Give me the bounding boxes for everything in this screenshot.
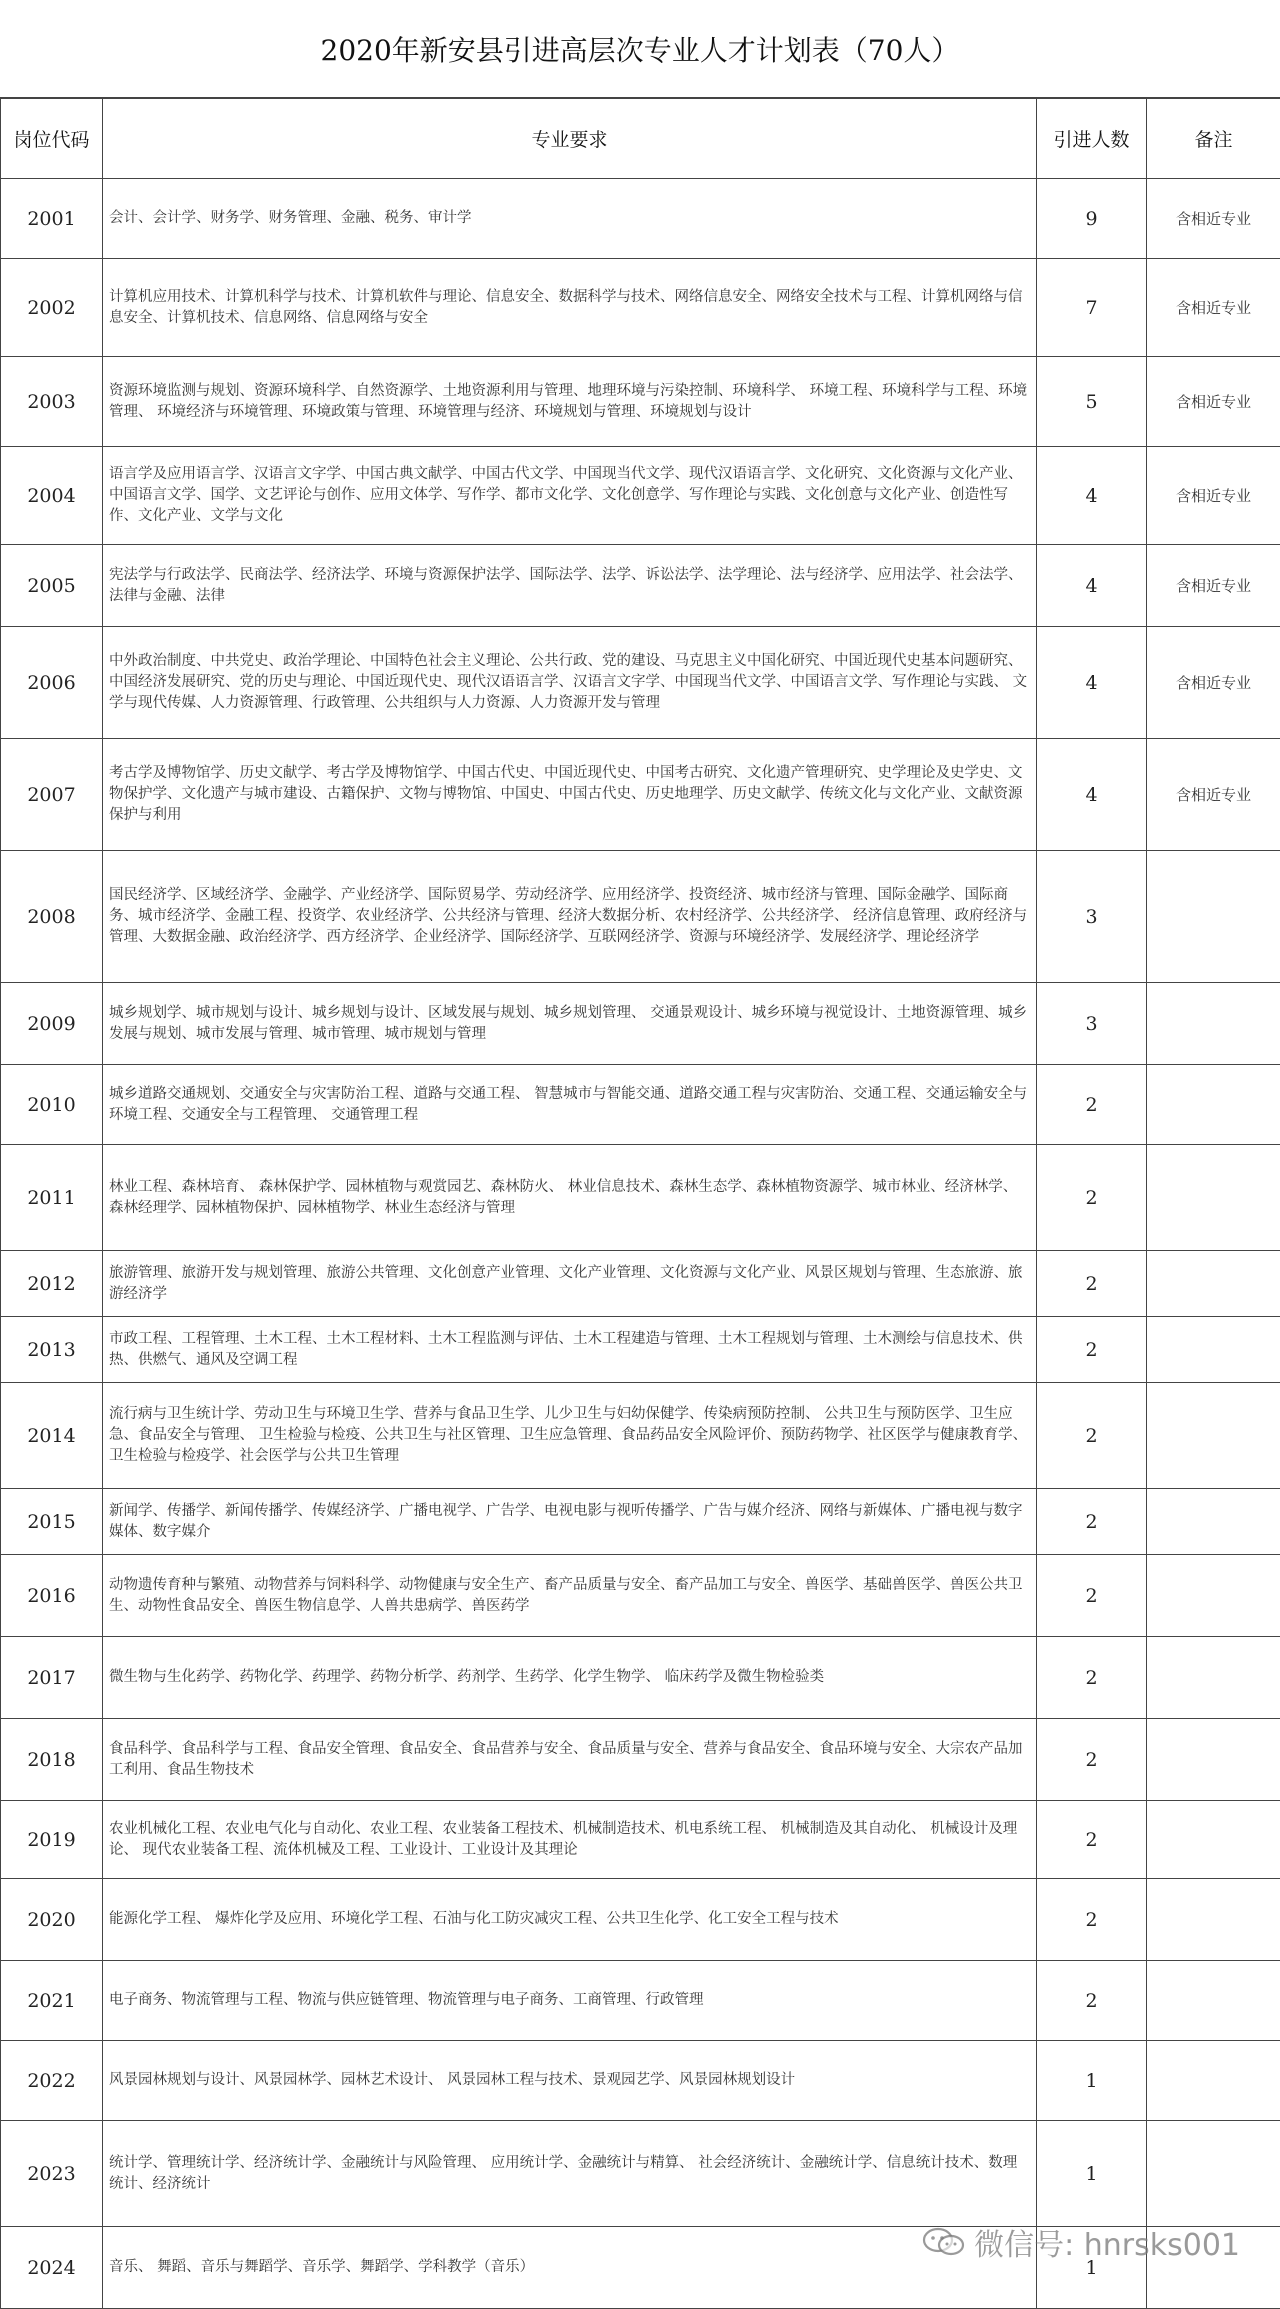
cell-note [1147,1961,1280,2041]
table-row [1,983,1280,1065]
cell-requirement: 中外政治制度、中共党史、政治学理论、中国特色社会主义理论、公共行政、党的建设、马克思主义中国化研究、中国近现代史基本问题研究、中国经济发展研究、党的历史与理论、中国近现代史、现代汉语语言学、汉语言文字学、中国现当代文学、中国语言文学、写作理论与实践、 文学与现代传媒、人力资源管理、行政管理、公共组织与人力资源、人力资源开发与管理 [103,627,1037,739]
cell-count: 2 [1037,1555,1147,1637]
table-row [1,1383,1280,1489]
cell-count: 1 [1037,2227,1147,2309]
cell-note [1147,2041,1280,2121]
cell-code: 2015 [1,1489,103,1555]
cell-count: 2 [1037,1719,1147,1801]
cell-count: 5 [1037,357,1147,447]
cell-requirement: 统计学、管理统计学、经济统计学、金融统计与风险管理、 应用统计学、金融统计与精算、 社会经济统计、金融统计学、信息统计技术、数理统计、经济统计 [103,2121,1037,2227]
cell-code: 2018 [1,1719,103,1801]
cell-requirement: 语言学及应用语言学、汉语言文字学、中国古典文献学、中国古代文学、中国现当代文学、现代汉语语言学、文化研究、文化资源与文化产业、中国语言文学、国学、文艺评论与创作、应用文体学、写作学、都市文化学、文化创意学、写作理论与实践、文化创意与文化产业、创造性写作、文化产业、文学与文化 [103,447,1037,545]
cell-requirement: 动物遗传育种与繁殖、动物营养与饲料科学、动物健康与安全生产、畜产品质量与安全、畜产品加工与安全、兽医学、基础兽医学、兽医公共卫生、动物性食品安全、兽医生物信息学、人兽共患病学、兽医药学 [103,1555,1037,1637]
table-row [1,1317,1280,1383]
cell-note [1147,1801,1280,1879]
cell-code: 2001 [1,179,103,259]
cell-requirement: 考古学及博物馆学、历史文献学、考古学及博物馆学、中国古代史、中国近现代史、中国考古研究、文化遗产管理研究、史学理论及史学史、文物保护学、文化遗产与城市建设、古籍保护、文物与博物馆、中国史、中国古代史、历史地理学、历史文献学、传统文化与文化产业、文献资源保护与利用 [103,739,1037,851]
table-row [1,1719,1280,1801]
cell-code: 2002 [1,259,103,357]
cell-note: 含相近专业 [1147,179,1280,259]
cell-count: 2 [1037,1489,1147,1555]
table-row [1,447,1280,545]
cell-requirement: 微生物与生化药学、药物化学、药理学、药物分析学、药剂学、生药学、化学生物学、 临床药学及微生物检验类 [103,1637,1037,1719]
cell-requirement: 会计、会计学、财务学、财务管理、金融、税务、审计学 [103,179,1037,259]
cell-note [1147,1637,1280,1719]
cell-requirement: 新闻学、传播学、新闻传播学、传媒经济学、广播电视学、广告学、电视电影与视听传播学、广告与媒介经济、网络与新媒体、广播电视与数字媒体、数字媒介 [103,1489,1037,1555]
cell-requirement: 城乡道路交通规划、交通安全与灾害防治工程、道路与交通工程、 智慧城市与智能交通、道路交通工程与灾害防治、交通工程、交通运输安全与环境工程、交通安全与工程管理、 交通管理工程 [103,1065,1037,1145]
cell-requirement: 农业机械化工程、农业电气化与自动化、农业工程、农业装备工程技术、机械制造技术、机电系统工程、 机械制造及其自动化、 机械设计及理论、 现代农业装备工程、流体机械及工程、工业设计、工业设计及其理论 [103,1801,1037,1879]
cell-requirement: 计算机应用技术、计算机科学与技术、计算机软件与理论、信息安全、数据科学与技术、网络信息安全、网络安全技术与工程、计算机网络与信息安全、计算机技术、信息网络、信息网络与安全 [103,259,1037,357]
cell-count: 4 [1037,739,1147,851]
cell-note [1147,1383,1280,1489]
cell-code: 2005 [1,545,103,627]
cell-count: 2 [1037,1065,1147,1145]
table-row [1,1489,1280,1555]
cell-code: 2014 [1,1383,103,1489]
cell-note [1147,983,1280,1065]
plan-table [0,98,1280,2309]
cell-note [1147,1065,1280,1145]
cell-count: 7 [1037,259,1147,357]
cell-count: 1 [1037,2121,1147,2227]
header-code: 岗位代码 [1,99,103,179]
table-header-row [1,99,1280,179]
table-row [1,1555,1280,1637]
cell-count: 4 [1037,447,1147,545]
table-row [1,1251,1280,1317]
cell-requirement: 林业工程、森林培育、 森林保护学、园林植物与观赏园艺、森林防火、 林业信息技术、森林生态学、森林植物资源学、城市林业、经济林学、 森林经理学、园林植物保护、园林植物学、林业生态经济与管理 [103,1145,1037,1251]
header-note: 备注 [1147,99,1280,179]
table-body [1,179,1280,2309]
cell-count: 2 [1037,1961,1147,2041]
cell-code: 2012 [1,1251,103,1317]
cell-count: 2 [1037,1145,1147,1251]
cell-count: 2 [1037,1801,1147,1879]
table-row [1,627,1280,739]
cell-requirement: 宪法学与行政法学、民商法学、经济法学、环境与资源保护法学、国际法学、法学、诉讼法学、法学理论、法与经济学、应用法学、社会法学、法律与金融、法律 [103,545,1037,627]
cell-code: 2023 [1,2121,103,2227]
cell-count: 2 [1037,1251,1147,1317]
cell-requirement: 能源化学工程、 爆炸化学及应用、环境化学工程、石油与化工防灾减灾工程、公共卫生化学、化工安全工程与技术 [103,1879,1037,1961]
cell-code: 2019 [1,1801,103,1879]
cell-requirement: 音乐、 舞蹈、音乐与舞蹈学、音乐学、舞蹈学、学科教学（音乐） [103,2227,1037,2309]
table-row [1,179,1280,259]
cell-count: 1 [1037,2041,1147,2121]
cell-count: 4 [1037,545,1147,627]
header-requirement: 专业要求 [103,99,1037,179]
table-row [1,1065,1280,1145]
cell-note: 含相近专业 [1147,357,1280,447]
cell-note [1147,1555,1280,1637]
cell-note [1147,1317,1280,1383]
table-row [1,1801,1280,1879]
table-row [1,2041,1280,2121]
cell-requirement: 电子商务、物流管理与工程、物流与供应链管理、物流管理与电子商务、工商管理、行政管理 [103,1961,1037,2041]
table-row [1,851,1280,983]
cell-requirement: 市政工程、工程管理、土木工程、土木工程材料、土木工程监测与评估、土木工程建造与管理、土木工程规划与管理、土木测绘与信息技术、供热、供燃气、通风及空调工程 [103,1317,1037,1383]
table-row [1,545,1280,627]
table-row [1,1879,1280,1961]
cell-code: 2007 [1,739,103,851]
table-row [1,1637,1280,1719]
cell-requirement: 风景园林规划与设计、风景园林学、园林艺术设计、 风景园林工程与技术、景观园艺学、风景园林规划设计 [103,2041,1037,2121]
cell-note [1147,1489,1280,1555]
cell-count: 9 [1037,179,1147,259]
cell-note: 含相近专业 [1147,447,1280,545]
cell-requirement: 旅游管理、旅游开发与规划管理、旅游公共管理、文化创意产业管理、文化产业管理、文化资源与文化产业、风景区规划与管理、生态旅游、旅游经济学 [103,1251,1037,1317]
cell-code: 2011 [1,1145,103,1251]
cell-note: 含相近专业 [1147,259,1280,357]
cell-code: 2016 [1,1555,103,1637]
table-row [1,357,1280,447]
cell-code: 2010 [1,1065,103,1145]
cell-requirement: 食品科学、食品科学与工程、食品安全管理、食品安全、食品营养与安全、食品质量与安全、营养与食品安全、食品环境与安全、大宗农产品加工利用、食品生物技术 [103,1719,1037,1801]
cell-note: 含相近专业 [1147,627,1280,739]
cell-note: 含相近专业 [1147,739,1280,851]
cell-count: 2 [1037,1317,1147,1383]
cell-note [1147,851,1280,983]
header-count: 引进人数 [1037,99,1147,179]
table-row [1,2121,1280,2227]
cell-requirement: 城乡规划学、城市规划与设计、城乡规划与设计、区域发展与规划、城乡规划管理、 交通景观设计、城乡环境与视觉设计、土地资源管理、城乡发展与规划、城市发展与管理、城市管理、城市规划与管理 [103,983,1037,1065]
table-row [1,259,1280,357]
cell-requirement: 资源环境监测与规划、资源环境科学、自然资源学、土地资源利用与管理、地理环境与污染控制、环境科学、 环境工程、环境科学与工程、环境管理、 环境经济与环境管理、环境政策与管理、环境管理与经济、环境规划与管理、环境规划与设计 [103,357,1037,447]
table-row [1,1145,1280,1251]
table-row [1,739,1280,851]
cell-code: 2004 [1,447,103,545]
cell-count: 2 [1037,1879,1147,1961]
watermark [922,2220,1240,2264]
cell-note [1147,1719,1280,1801]
cell-code: 2020 [1,1879,103,1961]
watermark-text: 微信号: hnrsks001 [974,2220,1240,2264]
cell-note [1147,1145,1280,1251]
cell-code: 2017 [1,1637,103,1719]
page-title: 2020年新安县引进高层次专业人才计划表（70人） [0,0,1280,98]
cell-note: 含相近专业 [1147,545,1280,627]
cell-code: 2022 [1,2041,103,2121]
cell-code: 2021 [1,1961,103,2041]
cell-count: 3 [1037,851,1147,983]
cell-code: 2006 [1,627,103,739]
cell-code: 2024 [1,2227,103,2309]
cell-count: 2 [1037,1383,1147,1489]
cell-count: 3 [1037,983,1147,1065]
cell-note [1147,1879,1280,1961]
cell-code: 2013 [1,1317,103,1383]
cell-count: 4 [1037,627,1147,739]
cell-note [1147,2121,1280,2227]
cell-code: 2003 [1,357,103,447]
table-row [1,1961,1280,2041]
cell-count: 2 [1037,1637,1147,1719]
cell-code: 2008 [1,851,103,983]
cell-requirement: 流行病与卫生统计学、劳动卫生与环境卫生学、营养与食品卫生学、儿少卫生与妇幼保健学、传染病预防控制、 公共卫生与预防医学、卫生应急、食品安全与管理、 卫生检验与检疫、公共卫生与社区管理、卫生应急管理、食品药品安全风险评价、预防药物学、社区医学与健康教育学、卫生检验与检疫学、社会医学与公共卫生管理 [103,1383,1037,1489]
cell-code: 2009 [1,983,103,1065]
cell-requirement: 国民经济学、区域经济学、金融学、产业经济学、国际贸易学、劳动经济学、应用经济学、投资经济、城市经济与管理、国际金融学、国际商务、城市经济学、金融工程、投资学、农业经济学、公共经济与管理、经济大数据分析、农村经济学、公共经济学、 经济信息管理、政府经济与管理、大数据金融、政治经济学、西方经济学、企业经济学、国际经济学、互联网经济学、资源与环境经济学、发展经济学、理论经济学 [103,851,1037,983]
wechat-icon [922,2227,966,2257]
cell-note [1147,1251,1280,1317]
